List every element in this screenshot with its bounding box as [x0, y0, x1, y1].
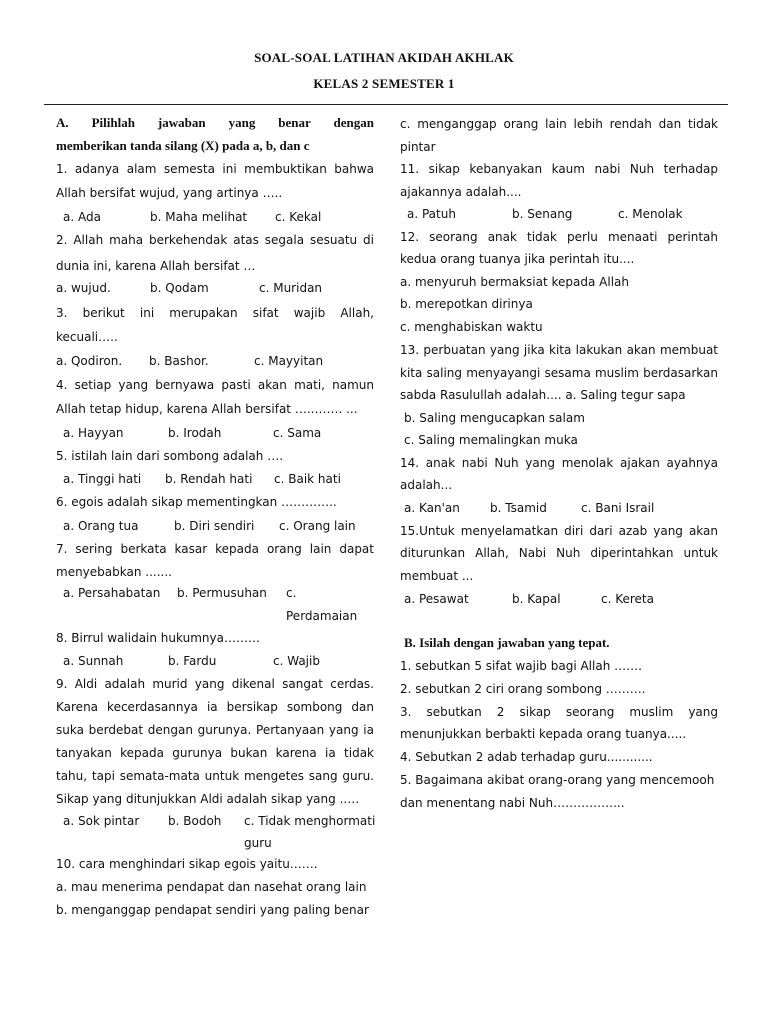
option-a: a. Patuh [407, 207, 456, 221]
option-c: c. Menolak [618, 207, 683, 221]
option-c-cont: Perdamaian [286, 609, 358, 623]
question-4-cont: Allah tetap hidup, karena Allah bersifat …..……. ... [56, 402, 358, 416]
question-13-cont-2: sabda Rasulullah adalah.... a. Saling tegur sapa [400, 388, 686, 402]
question-4: 4. setiap yang bernyawa pasti akan mati, namun [56, 378, 374, 392]
question-10-option-c: c. menganggap orang lain lebih rendah dan tidak [400, 117, 718, 131]
essay-question-5: 5. Bagaimana akibat orang-orang yang mencemooh [400, 773, 715, 787]
question-11-cont: ajakannya adalah.... [400, 185, 522, 199]
section-b-heading: B. Isilah dengan jawaban yang tepat. [404, 635, 610, 650]
option-b: b. Tsamid [490, 501, 547, 515]
question-15-cont: diturunkan Allah, Nabi Nuh diperintahkan untuk [400, 546, 718, 560]
question-12-cont: kedua orang tuanya jika perintah itu.... [400, 252, 635, 266]
option-a: a. Kan'an [404, 501, 460, 515]
option-c: c. Baik hati [274, 472, 341, 486]
question-14: 14. anak nabi Nuh yang menolak ajakan ayahnya [400, 456, 718, 470]
question-9-cont-5: Sikap yang ditunjukkan Aldi adalah sikap yang ..… [56, 792, 360, 806]
option-c-cont: guru [244, 836, 272, 850]
section-a-heading: A. Pilihlah jawaban yang benar dengan [56, 115, 374, 130]
question-14-cont: adalah... [400, 478, 453, 492]
question-8: 8. Birrul walidain hukumnya……… [56, 631, 260, 645]
option-b: b. Maha melihat [150, 210, 248, 224]
question-13-option-b: b. Saling mengucapkan salam [404, 411, 585, 425]
question-15: 15.Untuk menyelamatkan diri dari azab yang akan [400, 524, 718, 538]
option-a: a. Persahabatan [63, 586, 161, 600]
option-a: a. wujud. [56, 281, 111, 295]
option-a: a. Tinggi hati [63, 472, 142, 486]
option-c: c. Mayyitan [254, 354, 324, 368]
question-13: 13. perbuatan yang jika kita lakukan akan membuat [400, 343, 718, 357]
question-13-cont: kita saling menyayangi sesama muslim berdasarkan [400, 366, 718, 380]
option-a: a. Qodiron. [56, 354, 123, 368]
page-title: SOAL-SOAL LATIHAN AKIDAH AKHLAK [254, 50, 514, 65]
question-5: 5. istilah lain dari sombong adalah …. [56, 449, 284, 463]
option-c: c. Kereta [601, 592, 654, 606]
question-15-cont-2: membuat ... [400, 569, 474, 583]
option-b: b. Fardu [168, 654, 217, 668]
option-b: b. Kapal [512, 592, 561, 606]
essay-question-2: 2. sebutkan 2 ciri orang sombong ………. [400, 682, 646, 696]
option-c: c. Tidak menghormati [244, 814, 376, 828]
essay-question-3: 3. sebutkan 2 sikap seorang muslim yang [400, 705, 718, 719]
header-divider [44, 104, 728, 105]
question-9-cont-4: tahu, tapi semata-mata untuk mengetes sang guru. [56, 769, 374, 783]
question-3: 3. berikut ini merupakan sifat wajib Allah, [56, 306, 374, 320]
essay-question-5-cont: dan menentang nabi Nuh……………... [400, 796, 625, 810]
question-9-cont-3: tanyakan kepada gurunya bukan karena ia tidak [56, 746, 374, 760]
option-a: a. Pesawat [404, 592, 469, 606]
question-9-cont-2: suka berdebat dengan gurunya. Pertanyaan yang ia [56, 723, 374, 737]
option-c: c. Kekal [275, 210, 322, 224]
option-b: b. Irodah [168, 426, 222, 440]
question-7-cont: menyebabkan ....... [56, 565, 172, 579]
question-3-cont: kecuali….. [56, 330, 118, 344]
question-10-option-c-cont: pintar [400, 140, 436, 154]
essay-question-4: 4. Sebutkan 2 adab terhadap guru............ [400, 750, 653, 764]
option-c: c. [286, 586, 297, 600]
question-1: 1. adanya alam semesta ini membuktikan bahwa [56, 162, 374, 176]
option-c: c. Bani Israil [581, 501, 655, 515]
option-a: a. Sok pintar [63, 814, 140, 828]
section-a-heading-cont: memberikan tanda silang (X) pada a, b, dan c [56, 138, 310, 153]
question-1-cont: Allah bersifat wujud, yang artinya ….. [56, 186, 283, 200]
option-a: a. Orang tua [63, 519, 139, 533]
question-10-option-b: b. menganggap pendapat sendiri yang paling benar [56, 903, 369, 917]
question-9: 9. Aldi adalah murid yang dikenal sangat cerdas. [56, 677, 374, 691]
option-c: c. Muridan [259, 281, 323, 295]
question-10: 10. cara menghindari sikap egois yaitu……. [56, 857, 318, 871]
option-b: b. Senang [512, 207, 573, 221]
option-c: c. Sama [273, 426, 322, 440]
essay-question-3-cont: menunjukkan berbakti kepada orang tuanya..... [400, 727, 687, 741]
essay-question-1: 1. sebutkan 5 sifat wajib bagi Allah ……. [400, 659, 642, 673]
option-a: a. Sunnah [63, 654, 124, 668]
page-subtitle: KELAS 2 SEMESTER 1 [313, 76, 455, 91]
question-2-cont: dunia ini, karena Allah bersifat … [56, 259, 256, 273]
question-6: 6. egois adalah sikap mementingkan ………….. [56, 495, 337, 509]
question-12-option-b: b. merepotkan dirinya [400, 297, 533, 311]
question-12: 12. seorang anak tidak perlu menaati perintah [400, 230, 718, 244]
option-b: b. Bodoh [168, 814, 222, 828]
question-2: 2. Allah maha berkehendak atas segala sesuatu di [56, 233, 374, 247]
question-13-option-c: c. Saling memalingkan muka [404, 433, 578, 447]
question-10-option-a: a. mau menerima pendapat dan nasehat orang lain [56, 880, 367, 894]
question-12-option-c: c. menghabiskan waktu [400, 320, 543, 334]
option-b: b. Qodam [150, 281, 209, 295]
option-b: b. Diri sendiri [174, 519, 255, 533]
option-b: b. Permusuhan [177, 586, 267, 600]
question-11: 11. sikap kebanyakan kaum nabi Nuh terhadap [400, 162, 718, 176]
option-c: c. Wajib [273, 654, 320, 668]
question-7: 7. sering berkata kasar kepada orang lain dapat [56, 542, 374, 556]
option-b: b. Rendah hati [165, 472, 253, 486]
option-b: b. Bashor. [149, 354, 209, 368]
option-c: c. Orang lain [279, 519, 356, 533]
question-12-option-a: a. menyuruh bermaksiat kepada Allah [400, 275, 629, 289]
option-a: a. Ada [63, 210, 101, 224]
question-9-cont-1: Karena kecerdasannya ia bersikap sombong dan [56, 700, 374, 714]
option-a: a. Hayyan [63, 426, 124, 440]
